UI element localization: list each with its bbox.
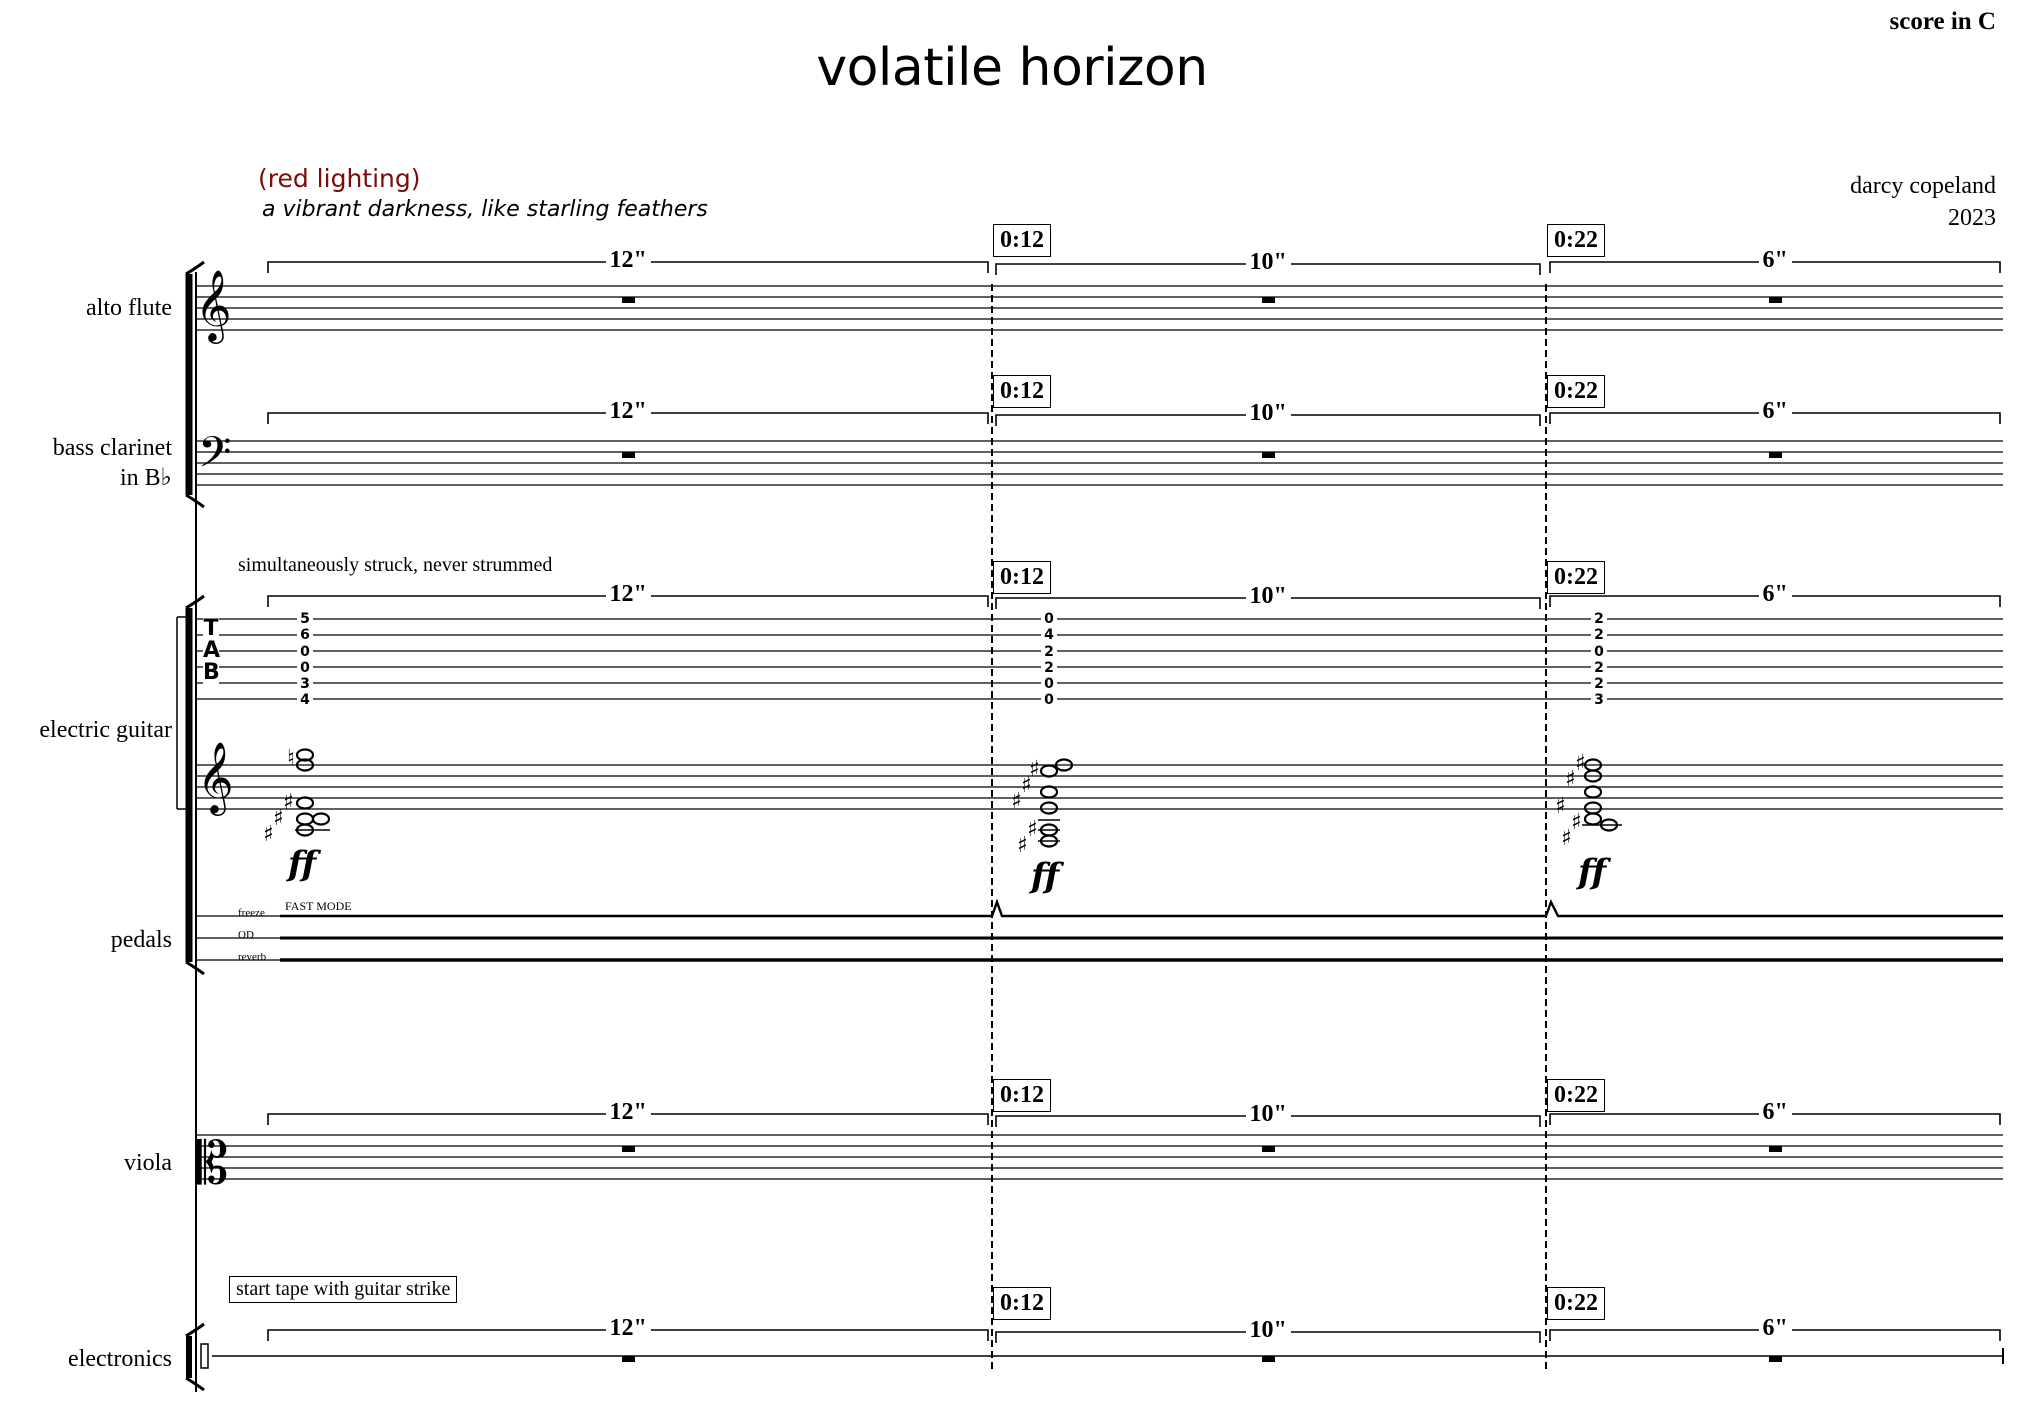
duration-label: 12" (606, 398, 651, 425)
instrument-name-bass-clarinet-line2: in B♭ (120, 465, 172, 491)
pedal-label-od: OD (238, 929, 254, 941)
tab-clef-icon: T A B (203, 616, 221, 685)
treble-clef-icon: 𝄞 (195, 268, 232, 341)
time-mark: 0:12 (993, 1079, 1051, 1112)
time-mark: 0:22 (1547, 1287, 1605, 1320)
whole-rest (1769, 452, 1782, 458)
duration-label: 6" (1759, 1315, 1792, 1342)
percussion-clef-icon (201, 1344, 208, 1368)
score-title: volatile horizon (816, 38, 1208, 98)
whole-rest (1262, 452, 1275, 458)
staff-viola (196, 1135, 2003, 1179)
instrument-name-viola: viola (124, 1150, 172, 1176)
time-mark: 0:12 (993, 561, 1051, 594)
duration-label: 6" (1759, 398, 1792, 425)
svg-text:♯: ♯ (1565, 767, 1576, 792)
time-mark: 0:12 (993, 1287, 1051, 1320)
svg-text:♯: ♯ (1575, 751, 1586, 776)
staff-guitar-tab (196, 616, 2003, 699)
instrument-name-pedals: pedals (110, 927, 172, 953)
composition-year: 2023 (1948, 205, 1996, 231)
guitar-chord-1 (295, 750, 330, 836)
duration-label: 10" (1246, 1101, 1291, 1128)
time-mark: 0:22 (1547, 224, 1605, 257)
time-mark: 0:22 (1547, 561, 1605, 594)
guitar-playing-note: simultaneously struck, never strummed (238, 554, 553, 576)
whole-rest (1262, 297, 1275, 303)
svg-text:♯: ♯ (1011, 789, 1022, 814)
staff-electronics (186, 1324, 2003, 1390)
whole-rest (622, 297, 635, 303)
svg-text:♯: ♯ (1029, 757, 1040, 782)
svg-text:♯: ♯ (1017, 833, 1028, 858)
staff-alto-flute (196, 286, 2003, 330)
duration-label: 12" (606, 581, 651, 608)
svg-text:♯: ♯ (1027, 817, 1038, 842)
whole-rest (1262, 1356, 1275, 1362)
pedal-label-reverb: reverb (238, 951, 267, 963)
whole-rest (622, 452, 635, 458)
svg-text:♯: ♯ (1021, 773, 1032, 798)
dynamic-marking: ff (1578, 852, 1607, 892)
duration-label: 10" (1246, 1317, 1291, 1344)
staff-bass-clarinet (196, 441, 2003, 485)
time-mark: 0:22 (1547, 375, 1605, 408)
svg-text:♯: ♯ (283, 790, 294, 815)
whole-rest (622, 1146, 635, 1152)
svg-text:♯: ♯ (1571, 810, 1582, 835)
treble-clef-icon: 𝄞 (197, 740, 234, 813)
composer-name: darcy copeland (1850, 173, 1996, 199)
tab-chord-2: 0 4 2 2 0 0 (1041, 611, 1057, 709)
pedal-label-freeze: freeze (238, 907, 265, 919)
svg-text:♯: ♯ (1555, 794, 1566, 819)
time-mark: 0:12 (993, 375, 1051, 408)
pedal-lines (196, 902, 2003, 960)
instrument-name-bass-clarinet-line1: bass clarinet (52, 435, 172, 461)
whole-rest (1769, 1146, 1782, 1152)
duration-label: 10" (1246, 249, 1291, 276)
duration-label: 12" (606, 1315, 651, 1342)
duration-label: 12" (606, 1099, 651, 1126)
duration-label: 6" (1759, 1099, 1792, 1126)
score-key-label: score in C (1889, 8, 1996, 35)
tab-chord-1: 5 6 0 0 3 4 (297, 611, 313, 709)
duration-label: 6" (1759, 581, 1792, 608)
instrument-name-electric-guitar: electric guitar (39, 717, 172, 743)
duration-label: 10" (1246, 583, 1291, 610)
whole-rest (1262, 1146, 1275, 1152)
guitar-chord-2 (1038, 760, 1072, 847)
tab-chord-3: 2 2 0 2 2 3 (1591, 611, 1607, 709)
whole-rest (1769, 1356, 1782, 1362)
duration-label: 12" (606, 247, 651, 274)
expression-direction: a vibrant darkness, like starling feathers (262, 197, 708, 222)
svg-text:♯: ♯ (1561, 826, 1572, 851)
section-barlines (992, 284, 1546, 1372)
lighting-direction: (red lighting) (258, 164, 421, 193)
time-mark: 0:12 (993, 224, 1051, 257)
bass-clef-icon: 𝄢 (198, 428, 232, 488)
time-mark: 0:22 (1547, 1079, 1605, 1112)
svg-text:♯: ♯ (273, 806, 284, 831)
alto-clef-icon: 𝄡 (196, 1129, 229, 1197)
dynamic-marking: ff (1031, 856, 1060, 896)
pedal-mode-label: FAST MODE (285, 899, 352, 913)
instrument-name-alto-flute: alto flute (86, 295, 172, 321)
staff-guitar-notation (196, 765, 2003, 809)
duration-label: 10" (1246, 400, 1291, 427)
accidentals (263, 746, 1586, 858)
natural-icon: ♮ (287, 746, 295, 771)
dynamic-marking: ff (288, 844, 317, 884)
instrument-name-electronics: electronics (68, 1346, 172, 1372)
electronics-cue-note: start tape with guitar strike (229, 1276, 457, 1303)
guitar-chord-3 (1582, 760, 1622, 831)
duration-label: 6" (1759, 247, 1792, 274)
whole-rest (1769, 297, 1782, 303)
svg-text:♯: ♯ (263, 822, 274, 847)
whole-rest (622, 1356, 635, 1362)
